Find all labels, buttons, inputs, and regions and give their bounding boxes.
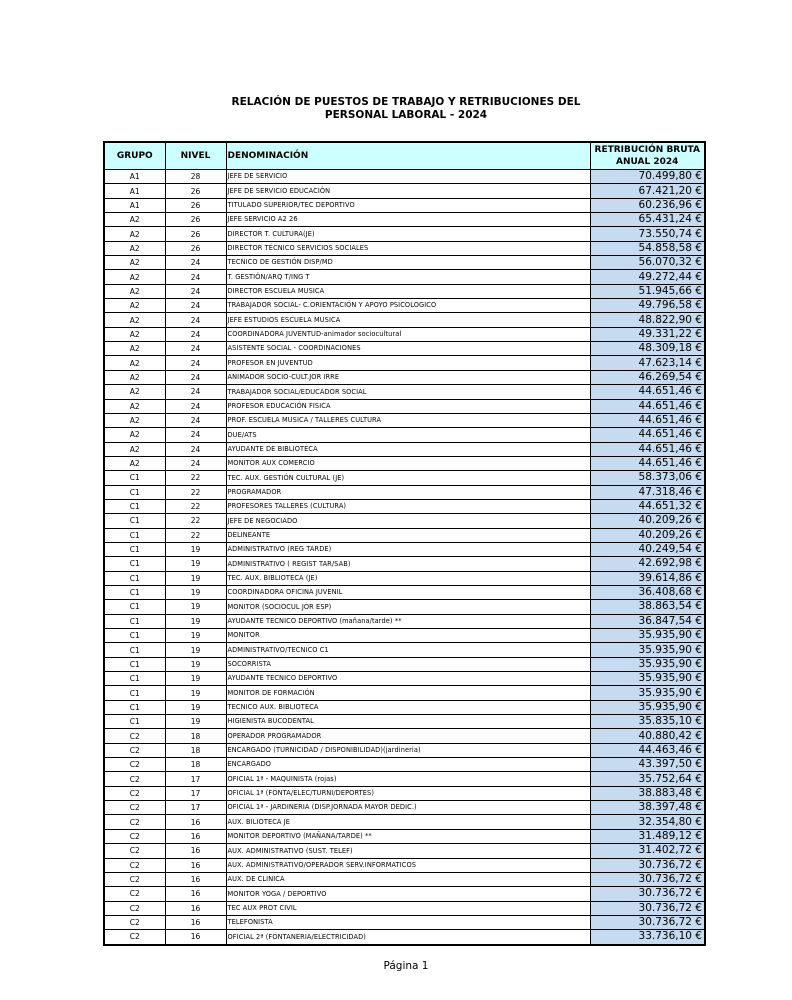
cell-retribucion: 47.318,46 €	[590, 485, 705, 499]
cell-grupo: C1	[104, 585, 165, 599]
cell-grupo: C1	[104, 715, 165, 729]
cell-grupo: A2	[104, 413, 165, 427]
cell-denominacion: ADMINISTRATIVO (REG TARDE)	[226, 542, 590, 556]
cell-denominacion: DIRECTOR ESCUELA MUSICA	[226, 284, 590, 298]
table-row	[104, 413, 705, 427]
cell-denominacion: JEFE SERVICIO A2 26	[226, 213, 590, 227]
cell-grupo: A1	[104, 184, 165, 198]
cell-grupo: C2	[104, 858, 165, 872]
table-row	[104, 657, 705, 671]
cell-denominacion: ANIMADOR SOCIO-CULT.JOR IRRE	[226, 370, 590, 384]
cell-nivel: 24	[165, 342, 226, 356]
cell-grupo: A2	[104, 299, 165, 313]
table-row	[104, 528, 705, 542]
cell-nivel: 22	[165, 471, 226, 485]
cell-nivel: 18	[165, 758, 226, 772]
cell-nivel: 26	[165, 198, 226, 212]
cell-denominacion: ASISTENTE SOCIAL - COORDINACIONES	[226, 342, 590, 356]
cell-retribucion: 30.736,72 €	[590, 872, 705, 886]
cell-retribucion: 30.736,72 €	[590, 887, 705, 901]
cell-grupo: A2	[104, 213, 165, 227]
cell-grupo: C2	[104, 844, 165, 858]
cell-nivel: 24	[165, 456, 226, 470]
cell-grupo: C1	[104, 643, 165, 657]
cell-nivel: 19	[165, 657, 226, 671]
table-row	[104, 342, 705, 356]
cell-nivel: 16	[165, 915, 226, 929]
cell-grupo: C1	[104, 672, 165, 686]
cell-denominacion: TEC. AUX. GESTIÓN CULTURAL (JE)	[226, 471, 590, 485]
cell-retribucion: 44.651,46 €	[590, 442, 705, 456]
cell-denominacion: DUE/ATS	[226, 428, 590, 442]
cell-denominacion: OFICIAL 2ª (FONTANERIA/ELECTRICIDAD)	[226, 930, 590, 945]
cell-retribucion: 47.623,14 €	[590, 356, 705, 370]
cell-grupo: A2	[104, 270, 165, 284]
cell-retribucion: 33.736,10 €	[590, 930, 705, 945]
cell-nivel: 17	[165, 801, 226, 815]
cell-retribucion: 35.935,90 €	[590, 700, 705, 714]
cell-nivel: 24	[165, 385, 226, 399]
cell-nivel: 16	[165, 815, 226, 829]
cell-nivel: 24	[165, 270, 226, 284]
table-row	[104, 542, 705, 556]
table-row	[104, 815, 705, 829]
table-row	[104, 456, 705, 470]
cell-nivel: 24	[165, 442, 226, 456]
cell-grupo: A1	[104, 170, 165, 184]
cell-nivel: 18	[165, 729, 226, 743]
table-row	[104, 672, 705, 686]
cell-nivel: 19	[165, 557, 226, 571]
cell-grupo: C2	[104, 915, 165, 929]
cell-grupo: A2	[104, 442, 165, 456]
header-grupo: GRUPO	[104, 142, 165, 170]
cell-nivel: 16	[165, 872, 226, 886]
cell-nivel: 26	[165, 213, 226, 227]
cell-nivel: 18	[165, 743, 226, 757]
cell-retribucion: 35.752,64 €	[590, 772, 705, 786]
cell-denominacion: DIRECTOR T. CULTURA(JE)	[226, 227, 590, 241]
table-row	[104, 887, 705, 901]
cell-retribucion: 67.421,20 €	[590, 184, 705, 198]
cell-nivel: 28	[165, 170, 226, 184]
table-row	[104, 844, 705, 858]
cell-nivel: 19	[165, 629, 226, 643]
cell-grupo: A2	[104, 284, 165, 298]
table-row	[104, 170, 705, 184]
cell-denominacion: PROF. ESCUELA MUSICA / TALLERES CULTURA	[226, 413, 590, 427]
cell-denominacion: AYUDANTE TECNICO DEPORTIVO (mañana/tarde) **	[226, 614, 590, 628]
cell-retribucion: 32.354,80 €	[590, 815, 705, 829]
cell-nivel: 22	[165, 499, 226, 513]
cell-grupo: C2	[104, 758, 165, 772]
table-row	[104, 399, 705, 413]
cell-grupo: C2	[104, 729, 165, 743]
cell-grupo: C2	[104, 901, 165, 915]
cell-retribucion: 65.431,24 €	[590, 213, 705, 227]
table-row	[104, 585, 705, 599]
cell-grupo: C2	[104, 801, 165, 815]
cell-nivel: 22	[165, 528, 226, 542]
cell-grupo: A2	[104, 370, 165, 384]
table-row	[104, 370, 705, 384]
title-line-2: PERSONAL LABORAL - 2024	[324, 109, 488, 121]
page-footer: Página 1	[383, 960, 429, 972]
cell-grupo: C2	[104, 815, 165, 829]
salary-table	[103, 141, 706, 946]
cell-grupo: A1	[104, 198, 165, 212]
cell-nivel: 22	[165, 514, 226, 528]
cell-nivel: 26	[165, 241, 226, 255]
cell-nivel: 19	[165, 643, 226, 657]
header-retribucion-line-2: ANUAL 2024	[616, 157, 679, 167]
cell-grupo: C1	[104, 557, 165, 571]
table-row	[104, 241, 705, 255]
cell-denominacion: TECNICO AUX. BIBLIOTECA	[226, 700, 590, 714]
cell-grupo: C1	[104, 600, 165, 614]
cell-grupo: C1	[104, 528, 165, 542]
cell-denominacion: SOCORRISTA	[226, 657, 590, 671]
cell-denominacion: AUX. BILIOTECA JE	[226, 815, 590, 829]
cell-grupo: C1	[104, 614, 165, 628]
cell-retribucion: 44.463,46 €	[590, 743, 705, 757]
cell-grupo: A2	[104, 385, 165, 399]
table-row	[104, 327, 705, 341]
cell-nivel: 19	[165, 600, 226, 614]
cell-grupo: C1	[104, 571, 165, 585]
cell-grupo: C1	[104, 485, 165, 499]
cell-nivel: 19	[165, 571, 226, 585]
table-row	[104, 829, 705, 843]
cell-retribucion: 44.651,46 €	[590, 399, 705, 413]
cell-denominacion: TITULADO SUPERIOR/TEC DEPORTIVO	[226, 198, 590, 212]
table-row	[104, 729, 705, 743]
cell-grupo: C2	[104, 772, 165, 786]
cell-nivel: 24	[165, 428, 226, 442]
cell-grupo: A2	[104, 256, 165, 270]
cell-retribucion: 39.614,86 €	[590, 571, 705, 585]
cell-retribucion: 48.309,18 €	[590, 342, 705, 356]
cell-grupo: A2	[104, 456, 165, 470]
table-row	[104, 930, 705, 945]
table-row	[104, 499, 705, 513]
cell-retribucion: 54.858,58 €	[590, 241, 705, 255]
cell-grupo: C1	[104, 629, 165, 643]
cell-nivel: 24	[165, 256, 226, 270]
cell-nivel: 24	[165, 370, 226, 384]
cell-retribucion: 31.489,12 €	[590, 829, 705, 843]
table-row	[104, 270, 705, 284]
cell-grupo: C2	[104, 887, 165, 901]
table-row	[104, 600, 705, 614]
cell-denominacion: MONITOR YOGA / DEPORTIVO	[226, 887, 590, 901]
cell-denominacion: T. GESTIÓN/ARQ T/ING T	[226, 270, 590, 284]
cell-denominacion: AUX. ADMINISTRATIVO/OPERADOR SERV.INFORMATICOS	[226, 858, 590, 872]
cell-nivel: 19	[165, 585, 226, 599]
table-row	[104, 227, 705, 241]
cell-denominacion: AYUDANTE DE BIBLIOTECA	[226, 442, 590, 456]
cell-denominacion: MONITOR (SOCIOCUL JOR ESP)	[226, 600, 590, 614]
cell-nivel: 22	[165, 485, 226, 499]
table-row	[104, 428, 705, 442]
cell-denominacion: OFICIAL 1ª - MAQUINISTA (rojas)	[226, 772, 590, 786]
table-row	[104, 858, 705, 872]
cell-retribucion: 35.935,90 €	[590, 657, 705, 671]
cell-nivel: 24	[165, 284, 226, 298]
cell-retribucion: 35.935,90 €	[590, 686, 705, 700]
cell-nivel: 16	[165, 829, 226, 843]
cell-retribucion: 51.945,66 €	[590, 284, 705, 298]
cell-nivel: 19	[165, 715, 226, 729]
cell-nivel: 16	[165, 844, 226, 858]
cell-nivel: 19	[165, 672, 226, 686]
cell-nivel: 24	[165, 299, 226, 313]
table-row	[104, 715, 705, 729]
cell-denominacion: PROFESOR EN JUVENTUD	[226, 356, 590, 370]
cell-denominacion: ADMINISTRATIVO/TECNICO C1	[226, 643, 590, 657]
cell-retribucion: 40.209,26 €	[590, 528, 705, 542]
cell-nivel: 19	[165, 686, 226, 700]
cell-grupo: A2	[104, 428, 165, 442]
table-row	[104, 758, 705, 772]
table-row	[104, 557, 705, 571]
cell-denominacion: JEFE DE SERVICIO EDUCACIÓN	[226, 184, 590, 198]
cell-nivel: 16	[165, 887, 226, 901]
table-row	[104, 872, 705, 886]
cell-grupo: A2	[104, 356, 165, 370]
cell-grupo: C1	[104, 471, 165, 485]
cell-grupo: A2	[104, 399, 165, 413]
table-row	[104, 614, 705, 628]
cell-retribucion: 70.499,80 €	[590, 170, 705, 184]
cell-denominacion: TELEFONISTA	[226, 915, 590, 929]
cell-retribucion: 49.796,58 €	[590, 299, 705, 313]
cell-denominacion: HIGIENISTA BUCODENTAL	[226, 715, 590, 729]
cell-denominacion: MONITOR DE FORMACIÓN	[226, 686, 590, 700]
cell-retribucion: 35.935,90 €	[590, 643, 705, 657]
cell-retribucion: 35.835,10 €	[590, 715, 705, 729]
cell-retribucion: 35.935,90 €	[590, 672, 705, 686]
cell-retribucion: 56.070,32 €	[590, 256, 705, 270]
cell-denominacion: OFICIAL 1ª - JARDINERIA (DISP.JORNADA MAYOR DEDIC.)	[226, 801, 590, 815]
table-row	[104, 471, 705, 485]
table-row	[104, 643, 705, 657]
cell-retribucion: 73.550,74 €	[590, 227, 705, 241]
cell-grupo: C1	[104, 542, 165, 556]
cell-grupo: C2	[104, 743, 165, 757]
cell-grupo: A2	[104, 227, 165, 241]
cell-retribucion: 44.651,32 €	[590, 499, 705, 513]
cell-retribucion: 44.651,46 €	[590, 428, 705, 442]
cell-retribucion: 35.935,90 €	[590, 629, 705, 643]
cell-denominacion: TEC AUX PROT CIVIL	[226, 901, 590, 915]
cell-denominacion: PROFESORES TALLERES (CULTURA)	[226, 499, 590, 513]
cell-denominacion: ADMINISTRATIVO ( REGIST TAR/SAB)	[226, 557, 590, 571]
cell-retribucion: 30.736,72 €	[590, 901, 705, 915]
table-row	[104, 313, 705, 327]
cell-grupo: C2	[104, 930, 165, 945]
table-row	[104, 901, 705, 915]
table-row	[104, 256, 705, 270]
cell-retribucion: 49.272,44 €	[590, 270, 705, 284]
cell-grupo: A2	[104, 241, 165, 255]
table-row	[104, 743, 705, 757]
table-row	[104, 485, 705, 499]
cell-nivel: 19	[165, 542, 226, 556]
cell-retribucion: 40.249,54 €	[590, 542, 705, 556]
cell-nivel: 19	[165, 700, 226, 714]
cell-denominacion: AUX. ADMINISTRATIVO (SUST. TELEF)	[226, 844, 590, 858]
table-header-row	[104, 142, 705, 170]
cell-retribucion: 43.397,50 €	[590, 758, 705, 772]
cell-grupo: C2	[104, 786, 165, 800]
cell-retribucion: 44.651,46 €	[590, 456, 705, 470]
cell-retribucion: 49.331,22 €	[590, 327, 705, 341]
header-retribucion-line-1: RETRIBUCIÓN BRUTA	[594, 145, 700, 155]
cell-denominacion: DELINEANTE	[226, 528, 590, 542]
cell-retribucion: 44.651,46 €	[590, 413, 705, 427]
table-row	[104, 284, 705, 298]
cell-nivel: 17	[165, 786, 226, 800]
cell-denominacion: AUX. DE CLINICA	[226, 872, 590, 886]
table-row	[104, 385, 705, 399]
table-row	[104, 356, 705, 370]
cell-retribucion: 60.236,96 €	[590, 198, 705, 212]
cell-denominacion: TECNICO DE GESTIÓN DISP/MD	[226, 256, 590, 270]
cell-nivel: 24	[165, 413, 226, 427]
table-row	[104, 299, 705, 313]
cell-grupo: C2	[104, 872, 165, 886]
cell-grupo: C1	[104, 657, 165, 671]
cell-denominacion: MONITOR DEPORTIVO (MAÑANA/TARDE) **	[226, 829, 590, 843]
cell-retribucion: 40.880,42 €	[590, 729, 705, 743]
cell-retribucion: 58.373,06 €	[590, 471, 705, 485]
table-body	[104, 170, 705, 945]
cell-nivel: 16	[165, 858, 226, 872]
cell-denominacion: DIRECTOR TÉCNICO SERVICIOS SOCIALES	[226, 241, 590, 255]
table-row	[104, 514, 705, 528]
cell-grupo: A2	[104, 327, 165, 341]
cell-retribucion: 42.692,98 €	[590, 557, 705, 571]
cell-denominacion: JEFE DE NEGOCIADO	[226, 514, 590, 528]
cell-denominacion: TRABAJADOR SOCIAL- C.ORIENTACIÓN Y APOYO PSICOLOGICO	[226, 299, 590, 313]
cell-nivel: 24	[165, 327, 226, 341]
table-row	[104, 772, 705, 786]
cell-grupo: C2	[104, 829, 165, 843]
cell-retribucion: 38.863,54 €	[590, 600, 705, 614]
cell-retribucion: 46.269,54 €	[590, 370, 705, 384]
header-retribucion	[590, 142, 705, 170]
document-title	[0, 96, 792, 122]
cell-retribucion: 44.651,46 €	[590, 385, 705, 399]
cell-nivel: 19	[165, 614, 226, 628]
cell-denominacion: OFICIAL 1ª (FONTA/ELEC/TURNI/DEPORTES)	[226, 786, 590, 800]
cell-denominacion: TRABAJADOR SOCIAL/EDUCADOR SOCIAL	[226, 385, 590, 399]
cell-retribucion: 48.822,90 €	[590, 313, 705, 327]
cell-denominacion: ENCARGADO (TURNICIDAD / DISPONIBILIDAD)(jardineria)	[226, 743, 590, 757]
table-row	[104, 184, 705, 198]
cell-denominacion: ENCARGADO	[226, 758, 590, 772]
table-row	[104, 571, 705, 585]
cell-nivel: 24	[165, 313, 226, 327]
cell-retribucion: 40.209,26 €	[590, 514, 705, 528]
table-row	[104, 700, 705, 714]
cell-nivel: 26	[165, 227, 226, 241]
cell-nivel: 16	[165, 901, 226, 915]
cell-grupo: C1	[104, 700, 165, 714]
table-row	[104, 198, 705, 212]
cell-retribucion: 31.402,72 €	[590, 844, 705, 858]
cell-retribucion: 30.736,72 €	[590, 858, 705, 872]
cell-denominacion: COORDINADORA OFICINA JUVENIL	[226, 585, 590, 599]
table-row	[104, 786, 705, 800]
cell-grupo: A2	[104, 342, 165, 356]
cell-retribucion: 38.397,48 €	[590, 801, 705, 815]
cell-denominacion: COORDINADORA JUVENTUD-animador sociocultural	[226, 327, 590, 341]
cell-nivel: 24	[165, 399, 226, 413]
table-row	[104, 629, 705, 643]
cell-nivel: 26	[165, 184, 226, 198]
cell-grupo: C1	[104, 514, 165, 528]
cell-nivel: 24	[165, 356, 226, 370]
cell-denominacion: AYUDANTE TECNICO DEPORTIVO	[226, 672, 590, 686]
title-line-1: RELACIÓN DE PUESTOS DE TRABAJO Y RETRIBUCIONES DEL	[231, 96, 581, 108]
header-denominacion: DENOMINACIÓN	[226, 142, 590, 170]
cell-grupo: C1	[104, 499, 165, 513]
cell-denominacion: JEFE DE SERVICIO	[226, 170, 590, 184]
table-row	[104, 213, 705, 227]
table-row	[104, 686, 705, 700]
cell-denominacion: MONITOR AUX COMERCIO	[226, 456, 590, 470]
cell-denominacion: TEC. AUX. BIBLIOTECA (JE)	[226, 571, 590, 585]
cell-retribucion: 36.408,68 €	[590, 585, 705, 599]
cell-retribucion: 36.847,54 €	[590, 614, 705, 628]
cell-denominacion: PROFESOR EDUCACIÓN FISICA	[226, 399, 590, 413]
cell-denominacion: OPERADOR PROGRAMADOR	[226, 729, 590, 743]
cell-retribucion: 30.736,72 €	[590, 915, 705, 929]
table-row	[104, 915, 705, 929]
cell-denominacion: MONITOR	[226, 629, 590, 643]
cell-denominacion: JEFE ESTUDIOS ESCUELA MUSICA	[226, 313, 590, 327]
table-row	[104, 442, 705, 456]
cell-nivel: 16	[165, 930, 226, 945]
cell-denominacion: PROGRAMADOR	[226, 485, 590, 499]
cell-grupo: A2	[104, 313, 165, 327]
cell-retribucion: 38.883,48 €	[590, 786, 705, 800]
cell-nivel: 17	[165, 772, 226, 786]
header-nivel: NIVEL	[165, 142, 226, 170]
table-row	[104, 801, 705, 815]
cell-grupo: C1	[104, 686, 165, 700]
